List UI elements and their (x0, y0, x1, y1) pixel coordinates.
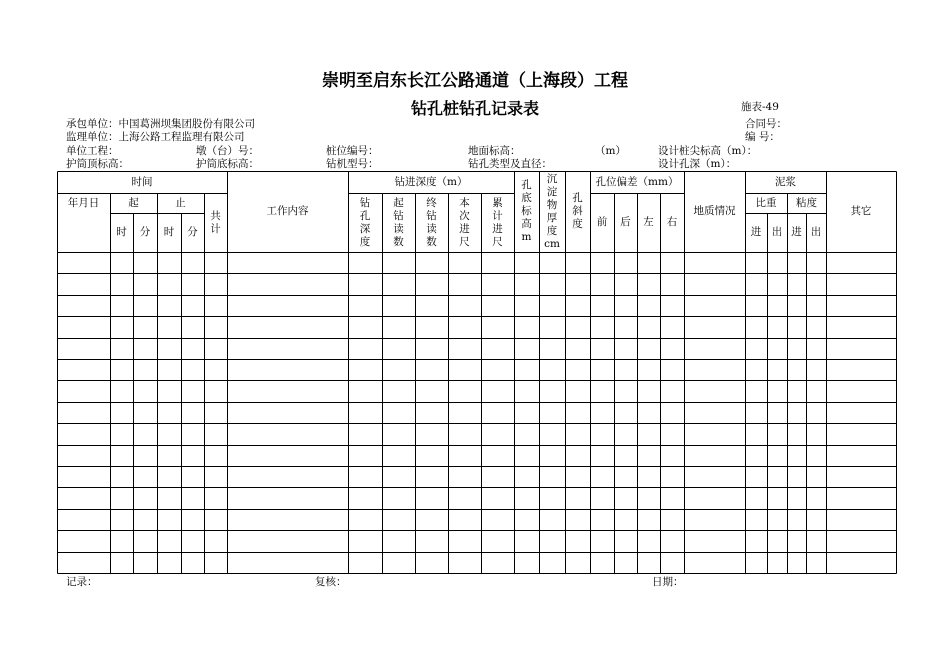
work-content-header: 工作内容 (266, 205, 309, 217)
design-depth-label: 设计孔深（m）： (658, 158, 737, 170)
end-minute-header: 分 (187, 226, 198, 238)
viscosity-in-header: 进 (791, 226, 802, 238)
density-out-header: 出 (771, 226, 783, 238)
other-header: 其它 (850, 205, 872, 217)
this-advance-header: 本 次 进 尺 (459, 196, 470, 248)
pile-number-label: 桩位编号： (326, 145, 379, 157)
time-header: 时间 (131, 175, 153, 188)
form-number: 施表-49 (741, 101, 779, 113)
end-reading-header: 终 钻 读 数 (426, 196, 437, 248)
contract-number-label: 合同号： (745, 118, 787, 130)
hole-bottom-elevation-header: 孔 底 标 高 m (521, 179, 532, 243)
density-in-header: 进 (750, 226, 762, 238)
mud-header: 泥浆 (775, 175, 796, 188)
form-title: 钻孔桩钻孔记录表 (410, 99, 539, 118)
cumulative-advance-header: 累 计 进 尺 (492, 196, 503, 248)
recorder-label: 记录： (66, 576, 98, 588)
density-header: 比重 (755, 196, 777, 209)
date-label: 日期： (652, 576, 684, 588)
date-header: 年月日 (67, 196, 100, 209)
hole-depth-header: 钻 孔 深 度 (359, 196, 371, 248)
start-header: 起 (128, 196, 139, 209)
drill-depth-header: 钻进深度（m） (394, 175, 468, 188)
document-title: 崇明至启东长江公路通道（上海段）工程 (322, 71, 628, 91)
back-header: 后 (620, 216, 631, 228)
supervisor-label: 监理单位：上海公路工程监理有限公司 (66, 131, 245, 143)
start-reading-header: 起 钻 读 数 (393, 196, 404, 248)
unit-project-label: 单位工程： (66, 145, 119, 157)
reviewer-label: 复核： (315, 576, 347, 588)
geology-header: 地质情况 (693, 205, 736, 217)
right-header: 右 (666, 216, 678, 228)
inclination-header: 孔 斜 度 (572, 192, 583, 230)
total-header: 共 计 (210, 209, 221, 235)
sediment-thickness-header: 沉 淀 物 厚 度 cm (544, 172, 560, 250)
rig-model-label: 钻机型号： (326, 158, 379, 170)
pier-number-label: 墩（台）号： (196, 145, 259, 157)
unit-meter-label: （m） (595, 145, 626, 157)
viscosity-out-header: 出 (810, 226, 822, 238)
end-header: 止 (175, 196, 186, 209)
start-hour-header: 时 (116, 226, 127, 238)
start-minute-header: 分 (139, 226, 151, 238)
serial-number-label: 编 号： (745, 131, 780, 143)
ground-elevation-label: 地面标高： (468, 145, 521, 157)
contractor-label: 承包单位：中国葛洲坝集团股份有限公司 (66, 118, 255, 130)
end-hour-header: 时 (163, 226, 175, 238)
design-tip-elevation-label: 设计桩尖标高（m）： (658, 145, 758, 157)
viscosity-header: 粘度 (796, 196, 817, 209)
hole-type-label: 钻孔类型及直径： (468, 158, 552, 170)
front-header: 前 (596, 216, 608, 228)
deviation-header: 孔位偏差（mm） (595, 175, 679, 188)
left-header: 左 (643, 216, 654, 228)
casing-top-label: 护筒顶标高： (66, 158, 129, 170)
casing-bottom-label: 护筒底标高： (196, 158, 259, 170)
